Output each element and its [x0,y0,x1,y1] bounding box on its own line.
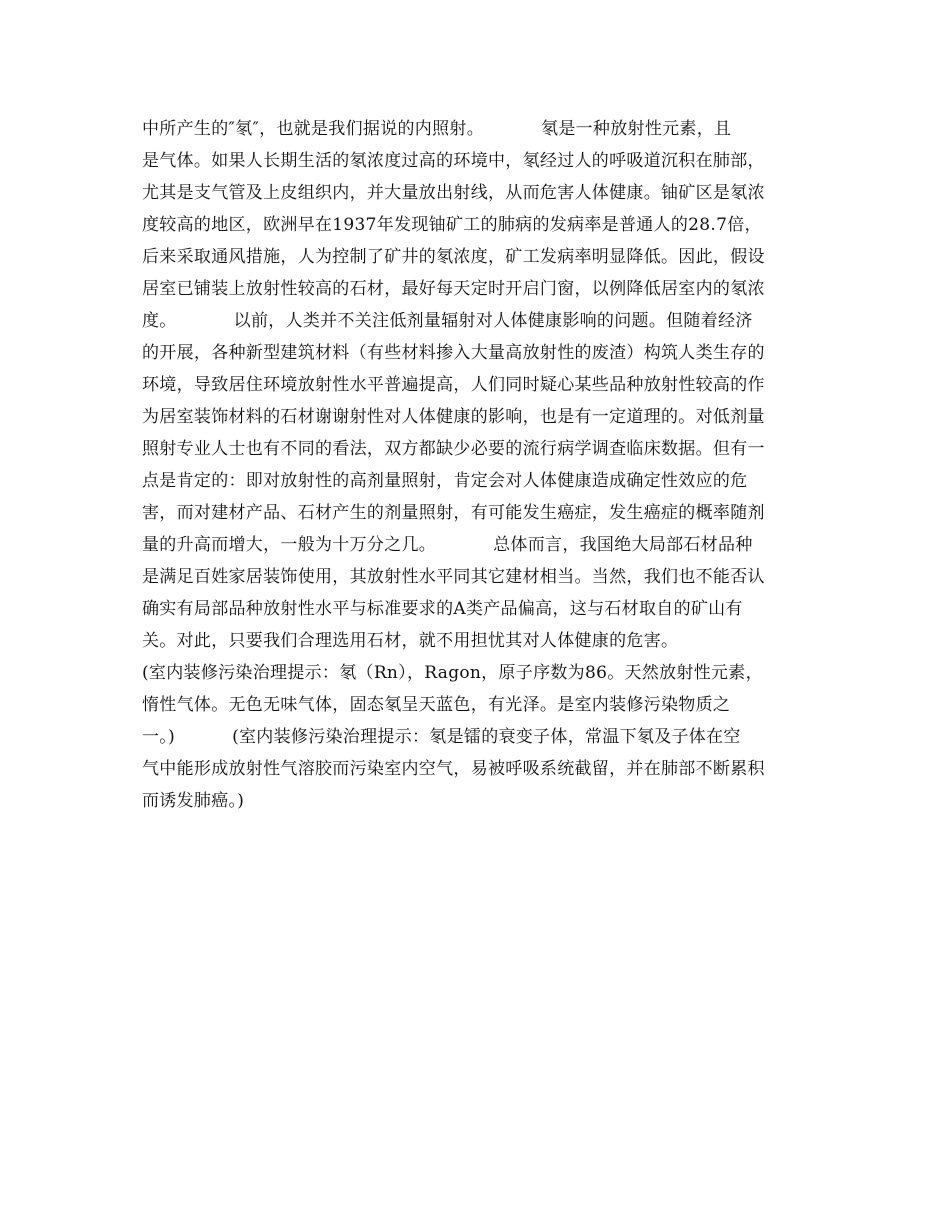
text-line: 为居室装饰材料的石材谢谢射性对人体健康的影响，也是有一定道理的。对低剂量 [142,407,765,427]
text-line: 是满足百姓家居装饰使用，其放射性水平同其它建材相当。当然，我们也不能否认 [142,567,765,587]
text-line: 气中能形成放射性气溶胶而污染室内空气，易被呼吸系统截留，并在肺部不断累积 [142,759,765,779]
text-line: 惰性气体。无色无味气体，固态氡呈天蓝色，有光泽。是室内装修污染物质之 [142,695,731,715]
text-line: 害，而对建材产品、石材产生的剂量照射，有可能发生癌症，发生癌症的概率随剂 [142,503,765,523]
text-line: 关。对此，只要我们合理选用石材，就不用担忧其对人体健康的危害。 [142,631,679,651]
text-line: 照射专业人士也有不同的看法，双方都缺少必要的流行病学调查临床数据。但有一 [142,439,765,459]
text-line: 尤其是支气管及上皮组织内，并大量放出射线，从而危害人体健康。铀矿区是氡浓 [142,183,765,203]
text-line: 而诱发肺癌。) [142,791,245,811]
text-line: 中所产生的″氡″，也就是我们据说的内照射。 氡是一种放射性元素，且 [142,119,732,139]
text-line: 一。) (室内装修污染治理提示：氡是镭的衰变子体，常温下氡及子体在空 [142,727,741,747]
text-line: (室内装修污染治理提示：氡（Rn），Ragon，原子序数为86。天然放射性元素， [142,663,763,683]
text-line: 的开展，各种新型建筑材料（有些材料掺入大量高放射性的废渣）构筑人类生存的 [142,343,765,363]
text-line: 度较高的地区，欧洲早在1937年发现铀矿工的肺病的发病率是普通人的28.7倍， [142,215,762,235]
text-line: 居室已铺装上放射性较高的石材，最好每天定时开启门窗，以例降低居室内的氡浓 [142,279,765,299]
text-line: 是气体。如果人长期生活的氡浓度过高的环境中，氡经过人的呼吸道沉积在肺部， [142,151,765,171]
text-line: 量的升高而增大，一般为十万分之几。 总体而言，我国绝大局部石材品种 [142,535,753,555]
text-line: 确实有局部品种放射性水平与标准要求的A类产品偏高，这与石材取自的矿山有 [142,599,743,619]
text-line: 环境，导致居住环境放射性水平普遍提高，人们同时疑心某些品种放射性较高的作 [142,375,765,395]
text-line: 度。 以前，人类并不关注低剂量辐射对人体健康影响的问题。但随着经济 [142,311,753,331]
text-line: 后来采取通风措施，人为控制了矿井的氡浓度，矿工发病率明显降低。因此，假设 [142,247,765,267]
text-line: 点是肯定的：即对放射性的高剂量照射，肯定会对人体健康造成确定性效应的危 [142,471,748,491]
